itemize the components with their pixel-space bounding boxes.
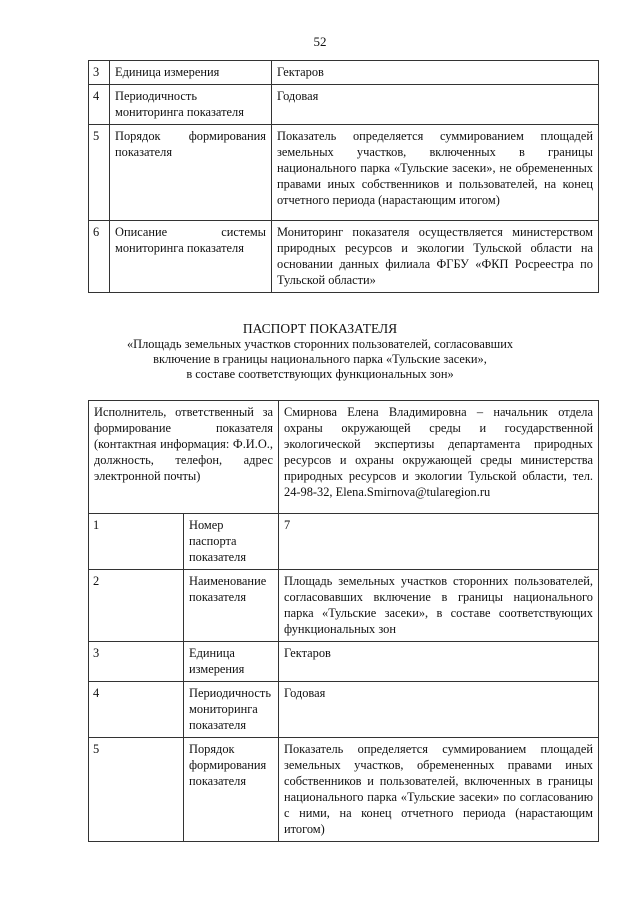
- table-row: [89, 85, 599, 125]
- row-label: Номер паспорта показателя: [184, 514, 279, 570]
- table-row: [89, 61, 599, 85]
- table-row: [89, 514, 599, 570]
- row-value: 7: [279, 514, 599, 570]
- row-number: 5: [89, 738, 184, 842]
- page-number: 52: [313, 34, 327, 49]
- row-value: Площадь земельных участков сторонних пользователей, согласовавших включение в границы национального парка «Тульские засеки», в составе соответствующих функциональных зон: [279, 570, 599, 642]
- row-label: Наименование показателя: [184, 570, 279, 642]
- table-row: [89, 570, 599, 642]
- row-value: Показатель определяется суммированием площадей земельных участков, обремененных правами иных собственников и пользователей, включенных в границы национального парка «Тульские засеки» по согласованию с ними, на конец отчетного периода (нарастающим итогом): [279, 738, 599, 842]
- row-value: Годовая: [279, 682, 599, 738]
- table-row-executor: [89, 401, 599, 514]
- row-number: 2: [89, 570, 184, 642]
- table-row: [89, 682, 599, 738]
- row-number: 3: [89, 61, 110, 85]
- executor-label: Исполнитель, ответственный за формирование показателя (контактная информация: Ф.И.О., должность, телефон, адрес электронной почты): [89, 401, 279, 514]
- row-number: 4: [89, 85, 110, 125]
- indicator-table-top: [88, 60, 599, 293]
- table-row: [89, 738, 599, 842]
- passport-title: ПАСПОРТ ПОКАЗАТЕЛЯ: [242, 321, 398, 336]
- row-value: Показатель определяется суммированием площадей земельных участков, включенных в границы национального парка «Тульские засеки», не обремененных правами иных собственников и пользователей, на конец отчетного периода (нарастающим итогом): [272, 125, 599, 221]
- row-value: Гектаров: [279, 642, 599, 682]
- passport-subtitle-line: в составе соответствующих функциональных зон»: [186, 367, 454, 381]
- row-label: Порядок формирования показателя: [110, 125, 272, 221]
- executor-value: Смирнова Елена Владимировна – начальник отдела охраны окружающей среды и государственной экологической экспертизы департамента природных ресурсов и охраны окружающей среды министерства природных ресурсов и экологии Тульской области, тел. 24-98-32, Elena.Smirnova@tularegion.ru: [279, 401, 599, 514]
- row-number: 6: [89, 221, 110, 293]
- row-label: Единица измерения: [184, 642, 279, 682]
- row-label: Единица измерения: [110, 61, 272, 85]
- row-number: 5: [89, 125, 110, 221]
- passport-subtitle-line: «Площадь земельных участков сторонних пользователей, согласовавших: [126, 337, 514, 351]
- table-row: [89, 125, 599, 221]
- passport-subtitle: [120, 337, 520, 382]
- row-number: 1: [89, 514, 184, 570]
- row-number: 4: [89, 682, 184, 738]
- table-row: [89, 221, 599, 293]
- row-label: Описание системы мониторинга показателя: [110, 221, 272, 293]
- row-number: 3: [89, 642, 184, 682]
- row-label: Периодичность мониторинга показателя: [184, 682, 279, 738]
- row-label: Порядок формирования показателя: [184, 738, 279, 842]
- row-label: Периодичность мониторинга показателя: [110, 85, 272, 125]
- row-value: Годовая: [272, 85, 599, 125]
- row-value: Гектаров: [272, 61, 599, 85]
- passport-table: [88, 400, 599, 842]
- table-row: [89, 642, 599, 682]
- passport-subtitle-line: включение в границы национального парка «Тульские засеки»,: [153, 352, 487, 366]
- row-value: Мониторинг показателя осуществляется министерством природных ресурсов и экологии Тульской области на основании данных филиала ФГБУ «ФКП Росреестра по Тульской области»: [272, 221, 599, 293]
